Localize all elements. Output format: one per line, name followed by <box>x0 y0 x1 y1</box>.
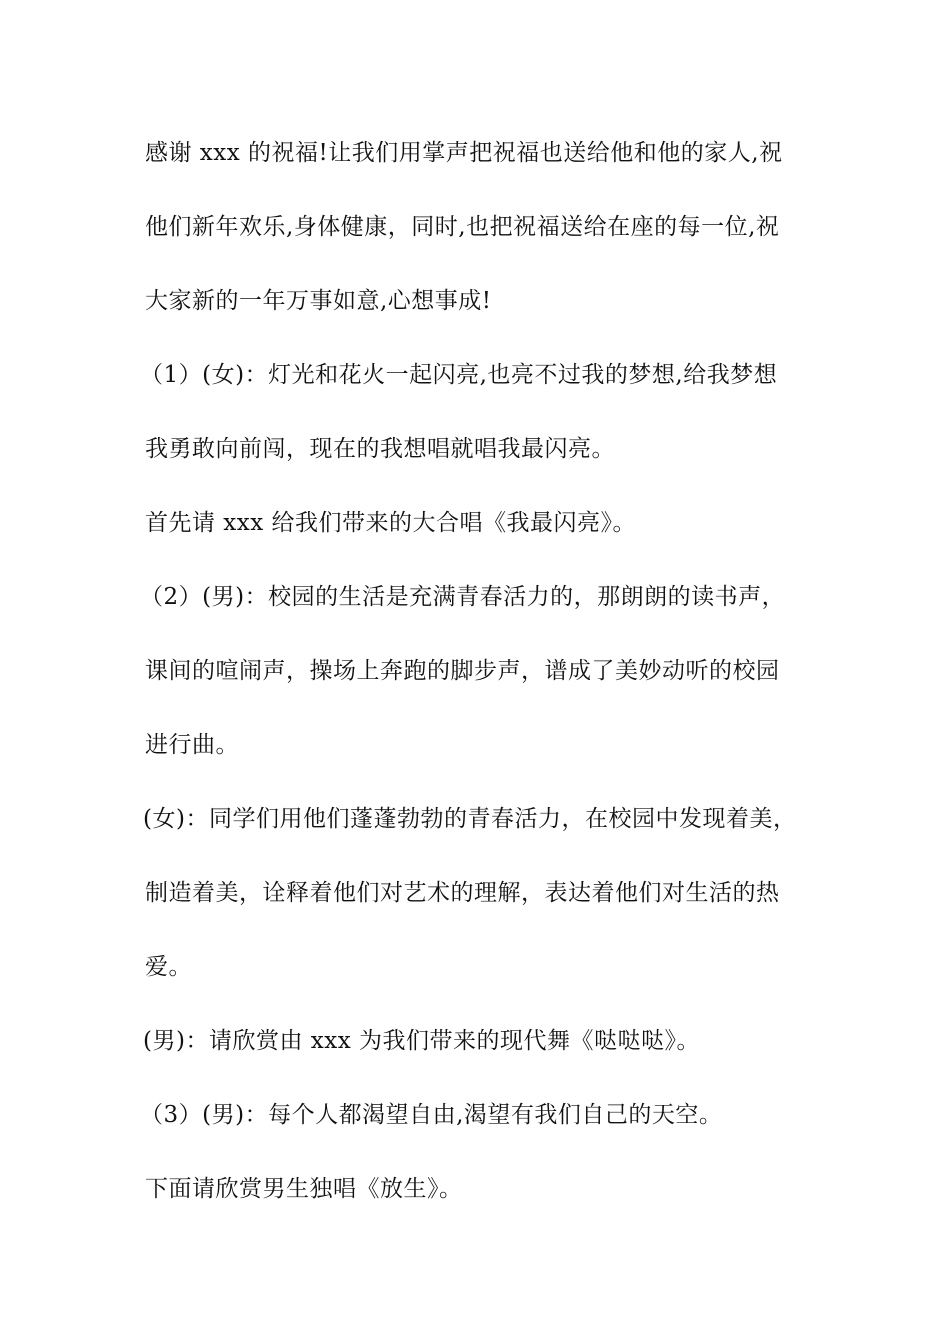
text-line: 大家新的一年万事如意,心想事成! <box>145 288 492 314</box>
text-line: (男)：请欣赏由 xxx 为我们带来的现代舞《哒哒哒》。 <box>143 1028 700 1054</box>
text-line: （2）(男)：校园的生活是充满青春活力的，那朗朗的读书声， <box>140 584 786 610</box>
text-line: （3）(男)：每个人都渴望自由,渴望有我们自己的天空。 <box>140 1102 723 1128</box>
text-line: (女)：同学们用他们蓬蓬勃勃的青春活力，在校园中发现着美， <box>143 806 797 832</box>
text-line: 爱。 <box>145 954 192 980</box>
text-line: 首先请 xxx 给我们带来的大合唱《我最闪亮》。 <box>145 510 637 536</box>
text-line: 制造着美，诠释着他们对艺术的理解，表达着他们对生活的热 <box>145 880 780 906</box>
text-line: （1）(女)：灯光和花火一起闪亮,也亮不过我的梦想,给我梦想 <box>140 362 778 388</box>
text-line: 课间的喧闹声，操场上奔跑的脚步声，谱成了美妙动听的校园 <box>145 658 780 684</box>
text-line: 他们新年欢乐,身体健康，同时,也把祝福送给在座的每一位,祝 <box>145 214 780 240</box>
text-line: 感谢 xxx 的祝福!让我们用掌声把祝福也送给他和他的家人,祝 <box>145 140 783 166</box>
text-line: 我勇敢向前闯，现在的我想唱就唱我最闪亮。 <box>145 436 615 462</box>
text-line: 下面请欣赏男生独唱《放生》。 <box>145 1176 463 1202</box>
text-line: 进行曲。 <box>145 732 239 758</box>
